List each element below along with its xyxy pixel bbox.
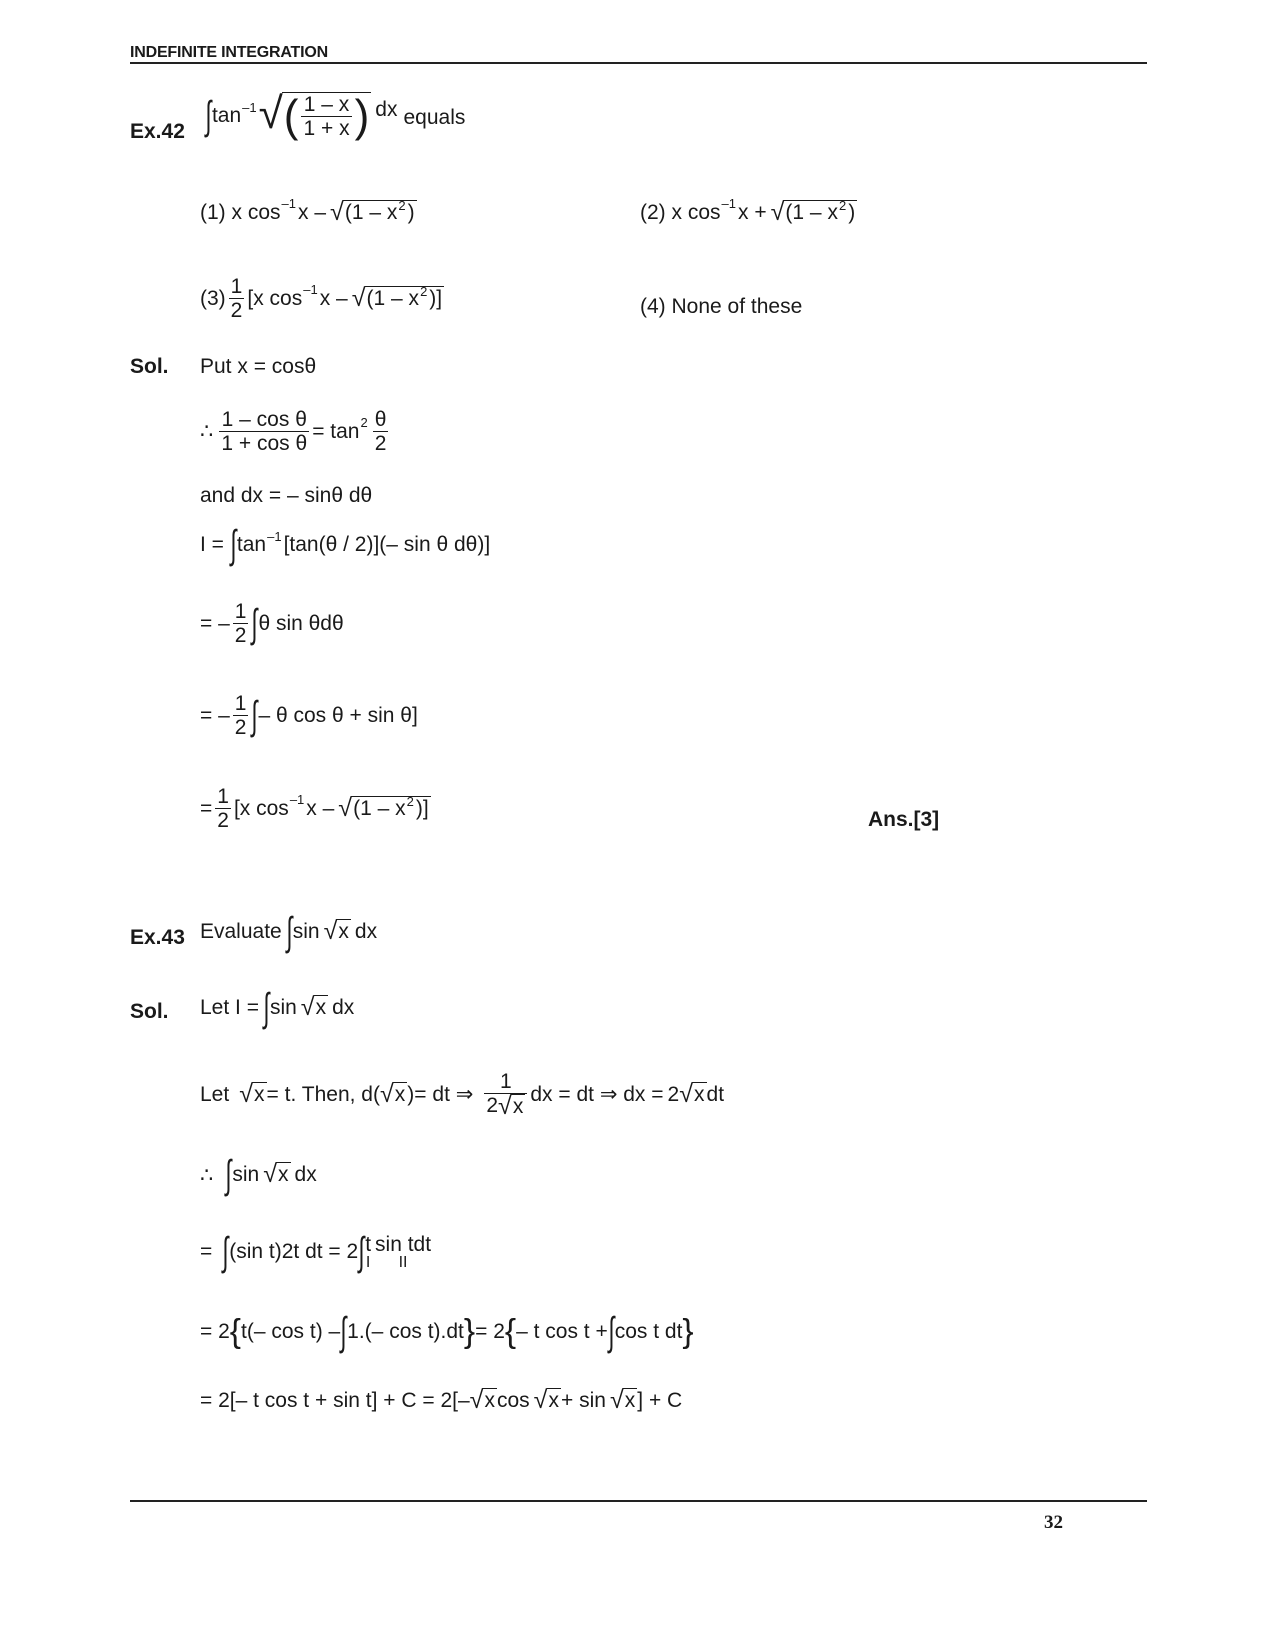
sol42-label: Sol. xyxy=(130,355,169,378)
tan-text: tan xyxy=(211,104,242,128)
option-2: (2) x cos –1 x + √ $(1 - x^2)$ xyxy=(640,196,856,226)
sol42-line2: ∴ $\frac{\text{1 – cos θ}}{\text{1 + cos θ}}$ = tan 2 $\frac{\theta}{2}$ xyxy=(200,408,387,456)
sol43-line3: ∴ ∫ sin √ x dx xyxy=(200,1152,317,1198)
ex43-question: Evaluate ∫ sin √ x dx xyxy=(200,909,378,955)
option-4: (4) None of these xyxy=(640,295,803,318)
ex42-label: Ex.42 xyxy=(130,120,185,143)
inverse-sup: –1 xyxy=(242,99,257,115)
option-3: (3) $\frac{1}{2}$ [x cos –1 x – √ $(1 - x^2)$] xyxy=(200,275,443,323)
ex42-question xyxy=(205,89,466,141)
footer-rule xyxy=(130,1500,1147,1502)
running-header: INDEFINITE INTEGRATION xyxy=(130,44,328,61)
sol43-line1: Let I = ∫ sin √ x dx xyxy=(200,985,355,1031)
sol42-line4: I = ∫ tan –1 [tan(θ / 2)](– sin θ dθ)] xyxy=(200,522,491,568)
header-rule xyxy=(130,62,1147,64)
sol42-line1: Put x = cosθ xyxy=(200,355,317,378)
sol42-line6: = – $\frac{1}{2}$ ∫ – θ cos θ + sin θ] xyxy=(200,692,418,740)
sol43-line6: = 2[– t cos t + sin t] + C = 2[– √ x cos √ x + sin √ x ] + C xyxy=(200,1386,683,1414)
sol42-line5: = – $\frac{1}{2}$ ∫ θ sin θdθ xyxy=(200,600,344,648)
sol42-line7: = $\frac{1}{2}$ [x cos –1 x – √ $(1 - x^2)$] xyxy=(200,785,429,833)
equals-text: equals xyxy=(403,106,466,130)
answer-label: Ans.[3] xyxy=(868,808,940,831)
option-1: (1) x cos –1 x – √ $(1 - x^2)$ xyxy=(200,196,415,226)
sol43-line4: = ∫ (sin t)2t dt = 2 ∫ t I sin tdt II xyxy=(200,1229,432,1275)
sol43-label: Sol. xyxy=(130,1000,169,1023)
sol43-line2: Let √ x = t. Then, d ( √ x ) = dt ⇒ 1 2 √ x dx = dt ⇒ dx = 2 √ x dt xyxy=(200,1070,725,1121)
fraction: $\frac{1 - x}{1 + x}$ xyxy=(303,93,350,141)
integral-sign: ∫ xyxy=(205,93,212,140)
ex43-label: Ex.43 xyxy=(130,926,185,949)
sol42-line3: and dx = – sinθ dθ xyxy=(200,484,373,507)
sqrt-expression: √ ( $\frac{1 - x}{1 + x}$ ) xyxy=(258,89,370,141)
sol43-line5: = 2 { t(– cos t) – ∫ 1.(– cos t).dt } = 2 { – t cos t + ∫ cos t dt } xyxy=(200,1309,694,1355)
page-number: 32 xyxy=(1044,1512,1063,1533)
dx-text: dx xyxy=(375,98,398,122)
